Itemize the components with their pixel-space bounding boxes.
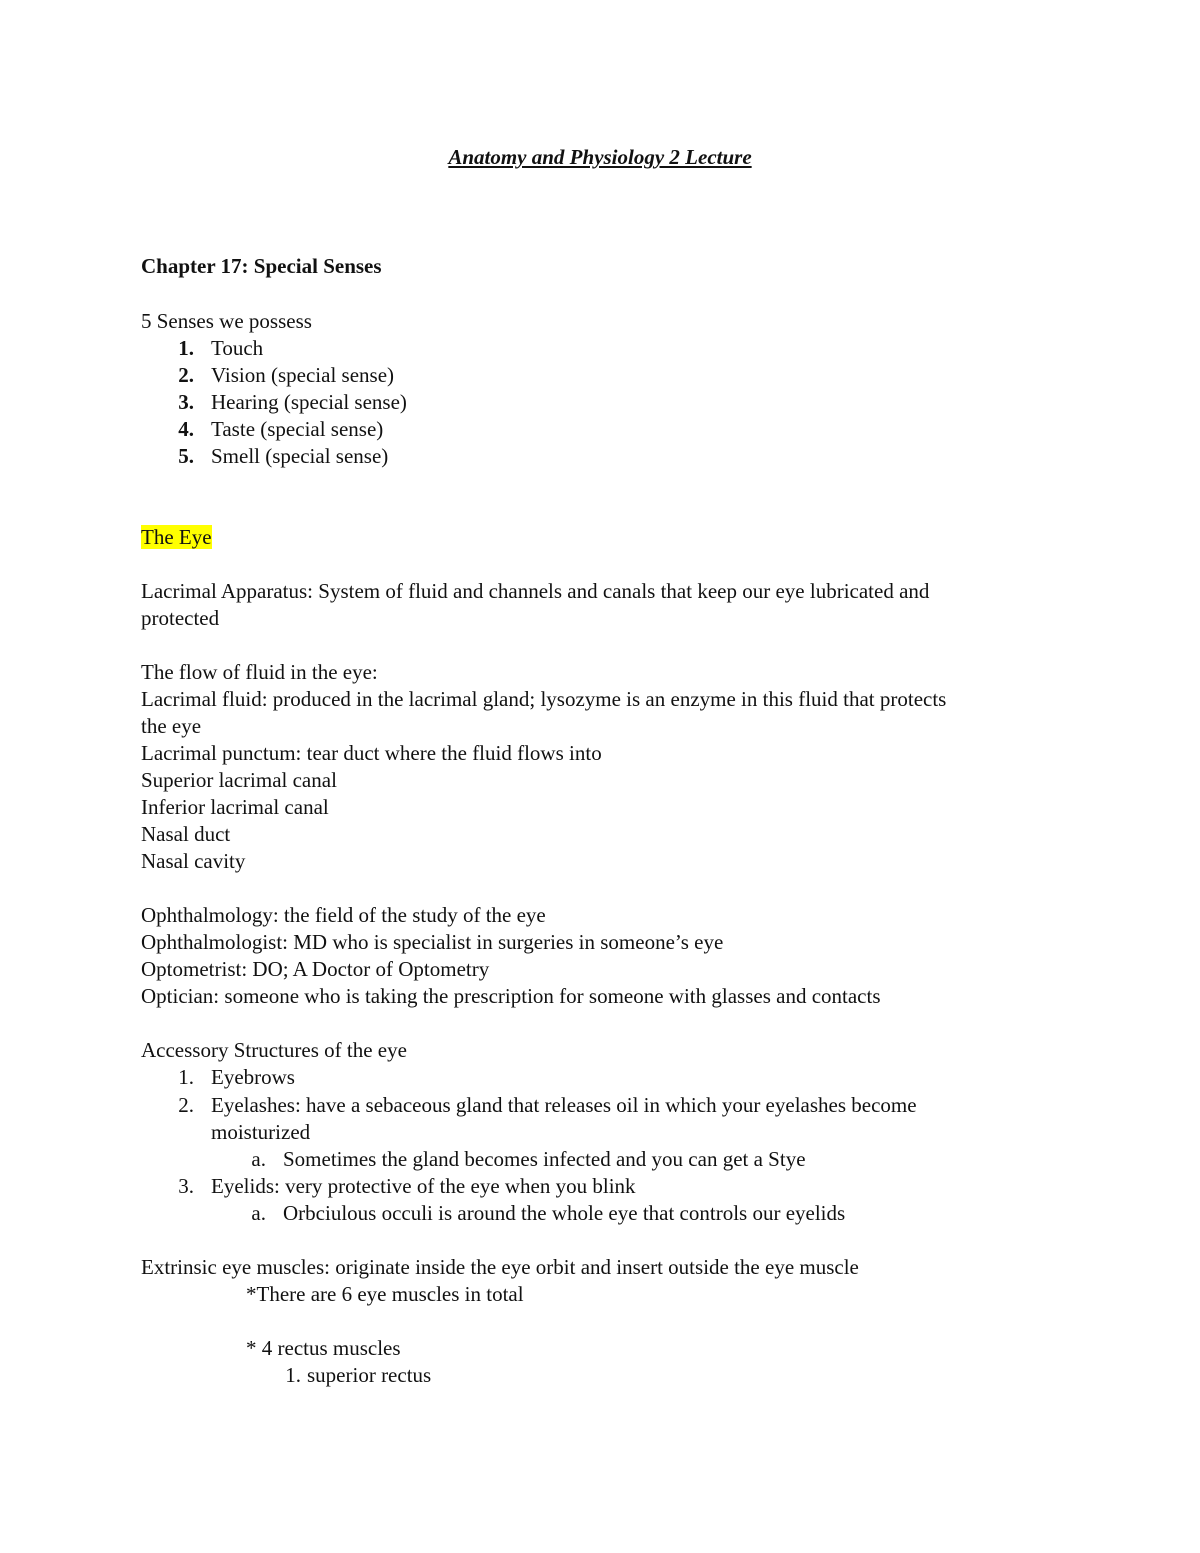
list-text: Hearing (special sense) [211, 390, 407, 414]
list-number: 5. [178, 444, 194, 468]
list-text: Vision (special sense) [211, 363, 395, 387]
list-number: 4. [178, 417, 194, 441]
flow-line: Nasal cavity [141, 849, 246, 873]
flow-line: Nasal duct [141, 822, 231, 846]
sub-list-text: Orbciulous occuli is around the whole eye that controls our eyelids [283, 1201, 846, 1225]
sub-list-letter: a. [251, 1201, 266, 1225]
sub-list-text: Sometimes the gland becomes infected and you can get a Stye [283, 1147, 806, 1171]
list-text: superior rectus [307, 1363, 432, 1387]
list-number: 3. [178, 1174, 194, 1198]
extrinsic-intro: Extrinsic eye muscles: originate inside the eye orbit and insert outside the eye muscle [141, 1255, 859, 1279]
accessory-intro: Accessory Structures of the eye [141, 1038, 407, 1062]
flow-line: Superior lacrimal canal [141, 768, 337, 792]
list-number: 3. [178, 390, 194, 414]
list-text: Eyelids: very protective of the eye when you blink [211, 1174, 636, 1198]
eye-section-heading [141, 524, 212, 550]
definition-line: Optician: someone who is taking the prescription for someone with glasses and contacts [141, 984, 881, 1008]
flow-line: the eye [141, 714, 202, 738]
lacrimal-apparatus-line: protected [141, 606, 220, 630]
lacrimal-apparatus-line: Lacrimal Apparatus: System of fluid and channels and canals that keep our eye lubricated and [141, 579, 930, 603]
list-text-continued: moisturized [211, 1120, 311, 1144]
list-number: 1. [178, 1065, 194, 1089]
flow-intro: The flow of fluid in the eye: [141, 660, 378, 684]
definition-line: Ophthalmology: the field of the study of the eye [141, 903, 546, 927]
list-text: Eyebrows [211, 1065, 295, 1089]
list-number: 1. [178, 336, 194, 360]
chapter-heading: Chapter 17: Special Senses [141, 254, 382, 278]
list-text: Touch [211, 336, 264, 360]
senses-intro: 5 Senses we possess [141, 309, 312, 333]
definition-line: Ophthalmologist: MD who is specialist in surgeries in someone’s eye [141, 930, 724, 954]
list-text: Taste (special sense) [211, 417, 384, 441]
extrinsic-total: *There are 6 eye muscles in total [246, 1282, 524, 1306]
rectus-heading: * 4 rectus muscles [246, 1336, 401, 1360]
flow-line: Lacrimal fluid: produced in the lacrimal gland; lysozyme is an enzyme in this fluid that protects [141, 687, 947, 711]
list-text: Eyelashes: have a sebaceous gland that releases oil in which your eyelashes become [211, 1093, 917, 1117]
definition-line: Optometrist: DO; A Doctor of Optometry [141, 957, 490, 981]
flow-line: Inferior lacrimal canal [141, 795, 329, 819]
list-number: 2. [178, 363, 194, 387]
document-title: Anatomy and Physiology 2 Lecture [448, 145, 752, 169]
list-text: Smell (special sense) [211, 444, 389, 468]
list-number: 1. [285, 1363, 301, 1387]
sub-list-letter: a. [251, 1147, 266, 1171]
list-number: 2. [178, 1093, 194, 1117]
highlighted-text: The Eye [141, 525, 212, 549]
flow-line: Lacrimal punctum: tear duct where the fluid flows into [141, 741, 602, 765]
